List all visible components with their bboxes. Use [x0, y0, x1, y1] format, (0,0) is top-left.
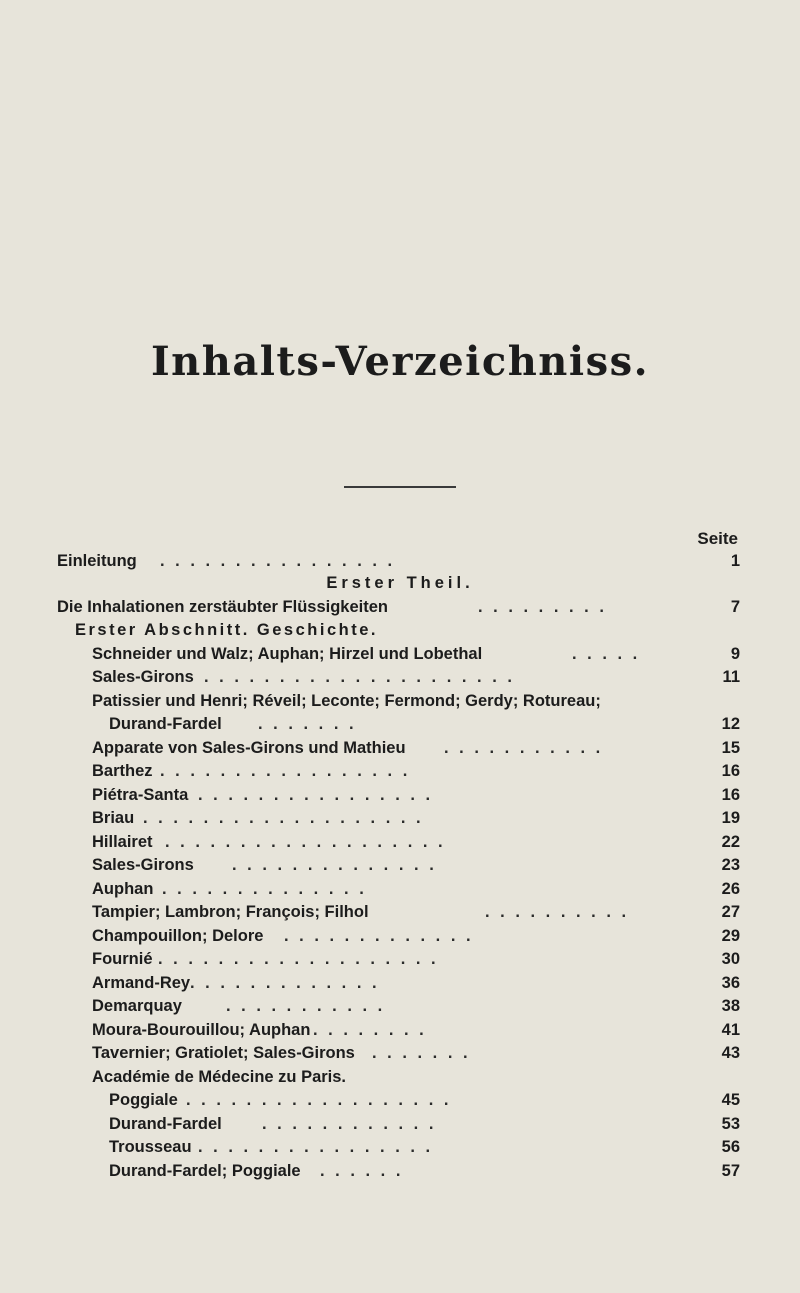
entry-page: 12	[721, 715, 740, 733]
entry-leader: . . . . . . .	[258, 715, 357, 733]
toc-entry	[0, 1019, 800, 1042]
entry-label: Die Inhalationen zerstäubter Flüssigkeiten	[57, 598, 388, 616]
toc-entry	[0, 854, 800, 877]
entry-leader: . . . . .	[572, 645, 641, 663]
entry-page: 22	[721, 833, 740, 851]
toc-entry	[0, 1042, 800, 1065]
entry-page: 56	[721, 1138, 740, 1156]
toc-entry	[0, 995, 800, 1018]
subsection-heading	[0, 619, 800, 642]
entry-page: 11	[722, 668, 740, 686]
entry-label: Einleitung	[57, 552, 137, 570]
entry-label: Barthez	[92, 762, 153, 780]
section-heading-erster-theil: Erster Theil.	[326, 574, 474, 592]
entry-leader: . . . . . . . . . . . . . . . . . .	[186, 1091, 452, 1109]
entry-leader: . . . . . . . . . . . . .	[284, 927, 474, 945]
entry-page: 27	[721, 903, 740, 921]
seite-label: Seite	[697, 529, 738, 548]
entry-label: Tavernier; Gratiolet; Sales-Girons	[92, 1044, 355, 1062]
page-title: Inhalts-Verzeichniss.	[150, 338, 650, 385]
entry-label: Demarquay	[92, 997, 182, 1015]
toc-entry	[0, 925, 800, 948]
toc-entry	[0, 713, 800, 736]
entry-label: Piétra-Santa	[92, 786, 189, 804]
toc-entry	[0, 737, 800, 760]
entry-page: 26	[721, 880, 740, 898]
entry-leader: . . . . . . . . . . . . . . . . . . .	[158, 950, 439, 968]
entry-page: 16	[721, 786, 740, 804]
entry-label: Durand-Fardel	[109, 715, 222, 733]
toc-entry	[0, 784, 800, 807]
title-rule	[344, 486, 456, 488]
entry-label: Moura-Bourouillou; Auphan	[92, 1021, 311, 1039]
toc-entry	[0, 1160, 800, 1183]
toc-entry	[0, 666, 800, 689]
toc-entry	[0, 878, 800, 901]
entry-label: Schneider und Walz; Auphan; Hirzel und Lobethal	[92, 645, 483, 663]
entry-leader: . . . . . .	[320, 1162, 404, 1180]
entry-leader: . . . . . . . . . . . . . .	[232, 856, 437, 874]
entry-page: 23	[721, 856, 740, 874]
entry-leader: . . . . . . . .	[313, 1021, 427, 1039]
entry-label: Fournié	[92, 950, 153, 968]
toc-entry	[0, 760, 800, 783]
toc-entry	[0, 596, 800, 619]
entry-page: 41	[721, 1021, 740, 1039]
toc-entry	[0, 972, 800, 995]
entry-label: Apparate von Sales-Girons und Mathieu	[92, 739, 406, 757]
entry-leader: . . . . . . . . . . . . . . . . . . . . .	[204, 668, 515, 686]
toc-entry	[0, 690, 800, 713]
entry-leader: . . . . . . . . . . .	[444, 739, 604, 757]
entry-label: Poggiale	[109, 1091, 178, 1109]
entry-label: Hillairet	[92, 833, 153, 851]
entry-page: 9	[730, 645, 740, 663]
toc-entry-einleitung	[0, 550, 800, 573]
entry-label: Durand-Fardel	[109, 1115, 222, 1133]
entry-page: 15	[721, 739, 740, 757]
entry-label: Champouillon; Delore	[92, 927, 264, 945]
entry-page: 19	[721, 809, 740, 827]
toc-entry	[0, 1136, 800, 1159]
entry-leader: . . . . . . . . . .	[485, 903, 630, 921]
entry-page: 30	[721, 950, 740, 968]
entry-page: 53	[721, 1115, 740, 1133]
entry-leader: . . . . . . . . . . . . . . . . . . .	[143, 809, 424, 827]
toc-entry	[0, 1066, 800, 1089]
entry-label: Erster Abschnitt. Geschichte.	[75, 621, 378, 639]
entry-leader: . . . . . . . . . . . .	[262, 1115, 437, 1133]
entry-label: Sales-Girons	[92, 668, 194, 686]
entry-label: Patissier und Henri; Réveil; Leconte; Fermond; Gerdy; Rotureau;	[92, 692, 601, 710]
entry-page: 43	[721, 1044, 740, 1062]
entry-leader: . . . . . . . . . . . . . .	[162, 880, 367, 898]
entry-label: Académie de Médecine zu Paris.	[92, 1068, 347, 1086]
entry-label: Tampier; Lambron; François; Filhol	[92, 903, 369, 921]
entry-leader: . . . . . . . . . . . . . . . . . . .	[165, 833, 446, 851]
toc-entry	[0, 643, 800, 666]
entry-leader: . . . . . . . . . . . . . . . .	[160, 552, 396, 570]
entry-leader: . . . . . . . . . . .	[226, 997, 386, 1015]
entry-label: Sales-Girons	[92, 856, 194, 874]
entry-page: 7	[730, 598, 740, 616]
entry-label: Armand-Rey	[92, 974, 191, 992]
entry-page: 36	[721, 974, 740, 992]
entry-leader: . . . . . . . . . . . . . . . . .	[160, 762, 411, 780]
entry-leader: . . . . . . . . . . . . .	[190, 974, 380, 992]
entry-leader: . . . . . . .	[372, 1044, 471, 1062]
toc-entry	[0, 1113, 800, 1136]
entry-page: 45	[721, 1091, 740, 1109]
toc-entry	[0, 807, 800, 830]
entry-label: Auphan	[92, 880, 154, 898]
toc-entry	[0, 831, 800, 854]
entry-page: 57	[721, 1162, 740, 1180]
toc-entry	[0, 948, 800, 971]
toc-entry	[0, 901, 800, 924]
entry-label: Durand-Fardel; Poggiale	[109, 1162, 301, 1180]
entry-leader: . . . . . . . . . . . . . . . .	[198, 1138, 434, 1156]
entry-page: 1	[730, 552, 740, 570]
entry-page: 29	[721, 927, 740, 945]
entry-label: Trousseau	[109, 1138, 192, 1156]
entry-leader: . . . . . . . . . . . . . . . .	[198, 786, 434, 804]
entry-label: Briau	[92, 809, 135, 827]
entry-leader: . . . . . . . . .	[478, 598, 607, 616]
toc-entry	[0, 1089, 800, 1112]
entry-page: 16	[721, 762, 740, 780]
entry-page: 38	[721, 997, 740, 1015]
